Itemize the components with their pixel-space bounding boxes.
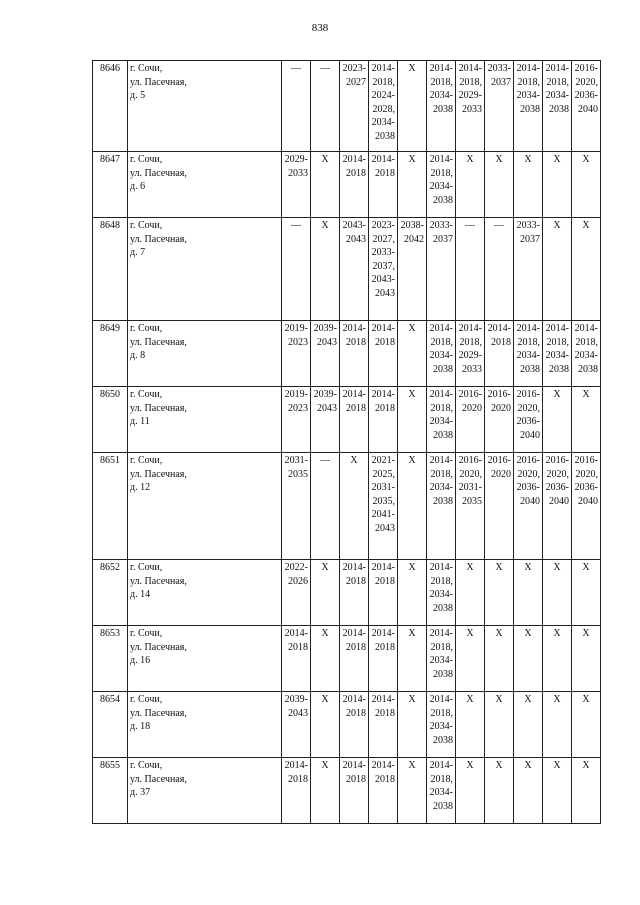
period-cell: X (572, 758, 601, 824)
period-cell: X (398, 387, 427, 453)
period-cell: X (543, 218, 572, 321)
period-cell: X (514, 560, 543, 626)
period-cell: 2014- 2018 (369, 560, 398, 626)
period-cell: X (572, 218, 601, 321)
period-cell: — (311, 453, 340, 560)
period-cell: X (398, 758, 427, 824)
period-cell: 2016- 2020 (485, 453, 514, 560)
period-cell: 2014- 2018, 2034- 2038 (427, 152, 456, 218)
period-cell: 2014- 2018 (340, 321, 369, 387)
period-cell: 2014- 2018 (369, 152, 398, 218)
period-cell: X (485, 560, 514, 626)
period-cell: 2033- 2037 (427, 218, 456, 321)
row-number: 8648 (93, 218, 128, 321)
period-cell: X (456, 692, 485, 758)
period-cell: 2014- 2018 (369, 321, 398, 387)
period-cell: 2014- 2018, 2034- 2038 (514, 321, 543, 387)
period-cell: X (398, 626, 427, 692)
period-cell: 2014- 2018 (369, 626, 398, 692)
period-cell: X (543, 152, 572, 218)
period-cell: 2014- 2018, 2034- 2038 (427, 453, 456, 560)
period-cell: 2014- 2018 (340, 692, 369, 758)
period-cell: X (311, 758, 340, 824)
address-cell: г. Сочи, ул. Пасечная, д. 7 (128, 218, 282, 321)
period-cell: X (514, 692, 543, 758)
period-cell: — (282, 218, 311, 321)
period-cell: 2019- 2023 (282, 321, 311, 387)
period-cell: X (572, 626, 601, 692)
period-cell: 2014- 2018, 2029- 2033 (456, 61, 485, 152)
table-row (93, 218, 601, 321)
period-cell: X (398, 321, 427, 387)
period-cell: X (514, 626, 543, 692)
period-cell: 2014- 2018 (340, 152, 369, 218)
table-row (93, 453, 601, 560)
period-cell: 2029- 2033 (282, 152, 311, 218)
period-cell: 2014- 2018 (485, 321, 514, 387)
period-cell: X (340, 453, 369, 560)
period-cell: 2016- 2020, 2031- 2035 (456, 453, 485, 560)
page-number: 838 (311, 22, 329, 34)
period-cell: 2014- 2018 (282, 758, 311, 824)
period-cell: — (311, 61, 340, 152)
period-cell: X (398, 692, 427, 758)
period-cell: 2019- 2023 (282, 387, 311, 453)
row-number: 8649 (93, 321, 128, 387)
period-cell: 2014- 2018, 2024- 2028, 2034- 2038 (369, 61, 398, 152)
period-cell: 2014- 2018, 2034- 2038 (427, 758, 456, 824)
period-cell: 2014- 2018, 2029- 2033 (456, 321, 485, 387)
row-number: 8646 (93, 61, 128, 152)
address-cell: г. Сочи, ул. Пасечная, д. 18 (128, 692, 282, 758)
period-cell: 2016- 2020, 2036- 2040 (514, 387, 543, 453)
period-cell: 2014- 2018, 2034- 2038 (427, 692, 456, 758)
period-cell: X (456, 626, 485, 692)
row-number: 8655 (93, 758, 128, 824)
row-number: 8650 (93, 387, 128, 453)
period-cell: 2033- 2037 (485, 61, 514, 152)
address-cell: г. Сочи, ул. Пасечная, д. 12 (128, 453, 282, 560)
period-cell: 2014- 2018, 2034- 2038 (427, 387, 456, 453)
period-cell: X (485, 626, 514, 692)
table-row (93, 152, 601, 218)
period-cell: X (311, 152, 340, 218)
period-cell: X (456, 152, 485, 218)
period-cell: 2033- 2037 (514, 218, 543, 321)
period-cell: X (398, 61, 427, 152)
period-cell: 2014- 2018 (340, 387, 369, 453)
period-cell: 2014- 2018, 2034- 2038 (543, 321, 572, 387)
period-cell: 2014- 2018 (369, 758, 398, 824)
address-cell: г. Сочи, ул. Пасечная, д. 16 (128, 626, 282, 692)
period-cell: 2014- 2018, 2034- 2038 (514, 61, 543, 152)
period-cell: X (572, 692, 601, 758)
row-number: 8654 (93, 692, 128, 758)
row-number: 8647 (93, 152, 128, 218)
period-cell: X (572, 560, 601, 626)
period-cell: X (514, 152, 543, 218)
period-cell: X (543, 758, 572, 824)
period-cell: 2043- 2043 (340, 218, 369, 321)
period-cell: 2031- 2035 (282, 453, 311, 560)
period-cell: X (543, 560, 572, 626)
period-cell: X (398, 560, 427, 626)
period-cell: 2038- 2042 (398, 218, 427, 321)
period-cell: X (398, 453, 427, 560)
period-cell: X (572, 152, 601, 218)
period-cell: 2014- 2018 (340, 626, 369, 692)
period-cell: 2039- 2043 (311, 321, 340, 387)
table-row (93, 626, 601, 692)
period-cell: X (311, 692, 340, 758)
period-cell: 2016- 2020 (456, 387, 485, 453)
period-cell: X (543, 387, 572, 453)
address-cell: г. Сочи, ул. Пасечная, д. 5 (128, 61, 282, 152)
address-cell: г. Сочи, ул. Пасечная, д. 6 (128, 152, 282, 218)
period-cell: 2016- 2020, 2036- 2040 (543, 453, 572, 560)
schedule-table (92, 60, 601, 824)
row-number: 8653 (93, 626, 128, 692)
period-cell: X (311, 560, 340, 626)
period-cell: X (456, 560, 485, 626)
period-cell: X (311, 218, 340, 321)
period-cell: 2014- 2018 (340, 758, 369, 824)
period-cell: 2014- 2018, 2034- 2038 (572, 321, 601, 387)
period-cell: 2021- 2025, 2031- 2035, 2041- 2043 (369, 453, 398, 560)
period-cell: 2016- 2020, 2036- 2040 (572, 453, 601, 560)
period-cell: 2014- 2018, 2034- 2038 (543, 61, 572, 152)
period-cell: 2016- 2020, 2036- 2040 (572, 61, 601, 152)
period-cell: 2014- 2018, 2034- 2038 (427, 61, 456, 152)
table-row (93, 321, 601, 387)
period-cell: 2014- 2018, 2034- 2038 (427, 560, 456, 626)
period-cell: 2016- 2020 (485, 387, 514, 453)
period-cell: 2023- 2027, 2033- 2037, 2043- 2043 (369, 218, 398, 321)
period-cell: 2022- 2026 (282, 560, 311, 626)
period-cell: X (485, 692, 514, 758)
period-cell: 2014- 2018 (340, 560, 369, 626)
row-number: 8651 (93, 453, 128, 560)
period-cell: X (485, 758, 514, 824)
table-row (93, 758, 601, 824)
period-cell: 2016- 2020, 2036- 2040 (514, 453, 543, 560)
period-cell: 2014- 2018, 2034- 2038 (427, 626, 456, 692)
table-row (93, 692, 601, 758)
address-cell: г. Сочи, ул. Пасечная, д. 11 (128, 387, 282, 453)
period-cell: X (543, 626, 572, 692)
table-row (93, 560, 601, 626)
period-cell: X (485, 152, 514, 218)
period-cell: X (514, 758, 543, 824)
address-cell: г. Сочи, ул. Пасечная, д. 37 (128, 758, 282, 824)
address-cell: г. Сочи, ул. Пасечная, д. 8 (128, 321, 282, 387)
period-cell: 2014- 2018 (369, 387, 398, 453)
period-cell: 2039- 2043 (282, 692, 311, 758)
table-row (93, 61, 601, 152)
period-cell: 2023- 2027 (340, 61, 369, 152)
period-cell: 2039- 2043 (311, 387, 340, 453)
period-cell: X (543, 692, 572, 758)
period-cell: 2014- 2018, 2034- 2038 (427, 321, 456, 387)
period-cell: X (572, 387, 601, 453)
period-cell: — (485, 218, 514, 321)
period-cell: X (456, 758, 485, 824)
row-number: 8652 (93, 560, 128, 626)
period-cell: 2014- 2018 (282, 626, 311, 692)
period-cell: 2014- 2018 (369, 692, 398, 758)
table-row (93, 387, 601, 453)
address-cell: г. Сочи, ул. Пасечная, д. 14 (128, 560, 282, 626)
period-cell: X (398, 152, 427, 218)
period-cell: X (311, 626, 340, 692)
period-cell: — (456, 218, 485, 321)
period-cell: — (282, 61, 311, 152)
